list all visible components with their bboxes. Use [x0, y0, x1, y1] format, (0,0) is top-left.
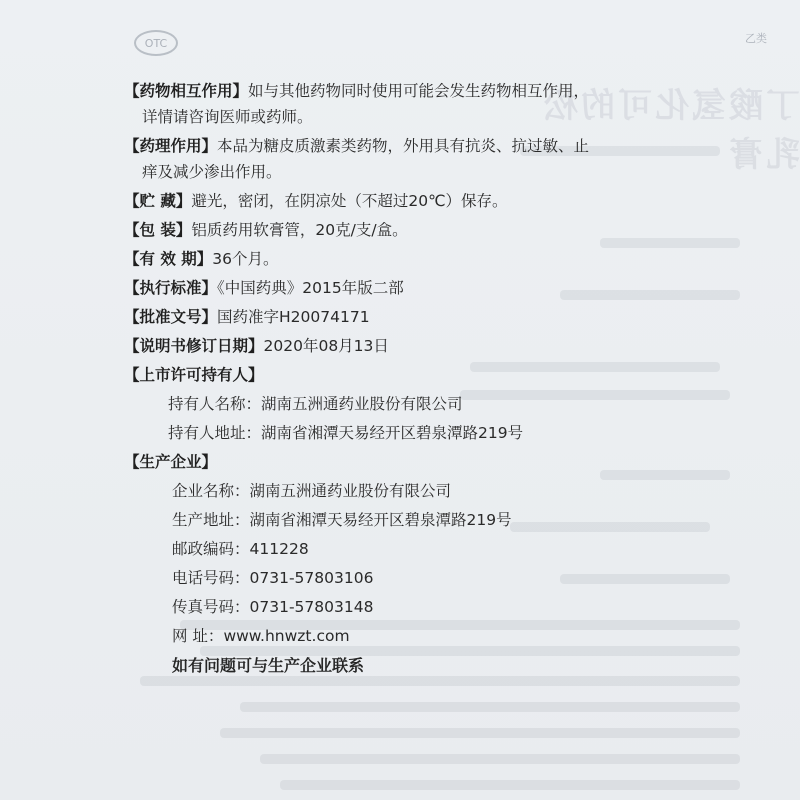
production-address-row	[124, 507, 714, 533]
website-row	[124, 623, 714, 649]
otc-mark: OTC	[134, 30, 178, 56]
phone-row	[124, 565, 714, 591]
website-label: 网 址：	[172, 627, 224, 645]
website-url: www.hnwzt.com	[223, 627, 350, 645]
contact-note: 如有问题可与生产企业联系	[172, 656, 365, 675]
holder-name: 湖南五洲通药业股份有限公司	[261, 395, 463, 413]
approval-text: 国药准字H20074171	[217, 308, 370, 326]
phone-number: 0731-57803106	[249, 569, 374, 587]
holder-address-row	[124, 420, 714, 446]
standard-row	[124, 275, 714, 301]
package-row	[124, 217, 714, 243]
holder-name-label: 持有人名称：	[168, 395, 262, 413]
corner-mark: 乙类	[745, 32, 767, 45]
standard-text: 《中国药典》2015年版二部	[217, 279, 404, 297]
interaction-row-2	[124, 104, 714, 130]
pharmacology-text-2: 痒及减少渗出作用。	[142, 163, 282, 181]
holder-name-row	[124, 391, 714, 417]
revision-row	[124, 333, 714, 359]
pharmacology-text: 本品为糖皮质激素类药物，外用具有抗炎、抗过敏、止	[217, 137, 590, 155]
holder-row	[124, 362, 714, 388]
approval-row	[124, 304, 714, 330]
interaction-text-2: 详情请咨询医师或药师。	[142, 108, 313, 126]
leaflet-content	[124, 78, 714, 679]
interaction-row	[124, 78, 714, 104]
standard-label: 【执行标准】	[124, 279, 218, 297]
show-through-title: 丁酸氢化可的松乳膏	[541, 86, 800, 175]
pharmacology-row-2	[124, 159, 714, 185]
postcode-row	[124, 536, 714, 562]
company-name-row	[124, 478, 714, 504]
revision-text: 2020年08月13日	[263, 337, 389, 355]
storage-row	[124, 188, 714, 214]
manufacturer-row	[124, 449, 714, 475]
production-address-label: 生产地址：	[172, 511, 250, 529]
postcode: 411228	[249, 540, 309, 558]
production-address: 湖南省湘潭天易经开区碧泉潭路219号	[249, 511, 512, 529]
holder-label: 【上市许可持有人】	[124, 366, 264, 384]
fax-row	[124, 594, 714, 620]
holder-address-label: 持有人地址：	[168, 424, 262, 442]
company-name-label: 企业名称：	[172, 482, 250, 500]
phone-label: 电话号码：	[172, 569, 250, 587]
company-name: 湖南五洲通药业股份有限公司	[249, 482, 452, 500]
pharmacology-row	[124, 133, 714, 159]
interaction-text: 如与其他药物同时使用可能会发生药物相互作用，	[248, 82, 590, 100]
pharmacology-label: 【药理作用】	[124, 137, 218, 155]
interaction-label: 【药物相互作用】	[124, 82, 249, 100]
fax-number: 0731-57803148	[249, 598, 374, 616]
package-label: 【包 装】	[124, 221, 192, 239]
validity-label: 【有 效 期】	[124, 250, 213, 268]
storage-text: 避光，密闭，在阴凉处（不超过20℃）保存。	[191, 192, 508, 210]
postcode-label: 邮政编码：	[172, 540, 250, 558]
validity-text: 36个月。	[212, 250, 279, 268]
manufacturer-label: 【生产企业】	[124, 453, 218, 471]
storage-label: 【贮 藏】	[124, 192, 192, 210]
fax-label: 传真号码：	[172, 598, 250, 616]
package-text: 铝质药用软膏管，20克/支/盒。	[191, 221, 408, 239]
revision-label: 【说明书修订日期】	[124, 337, 264, 355]
approval-label: 【批准文号】	[124, 308, 218, 326]
validity-row	[124, 246, 714, 272]
holder-address: 湖南省湘潭天易经开区碧泉潭路219号	[261, 424, 524, 442]
